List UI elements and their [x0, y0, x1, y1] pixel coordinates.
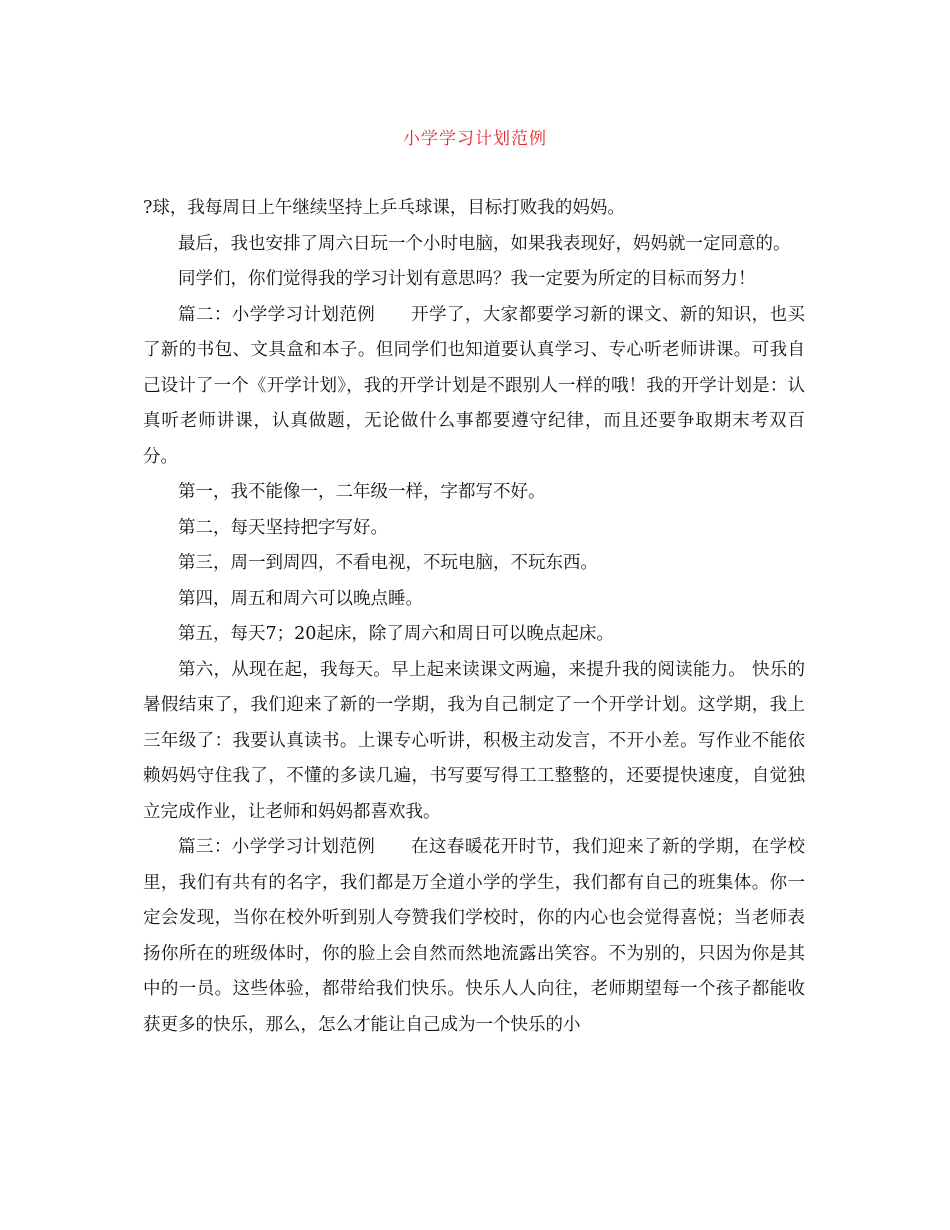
paragraph-6: 第二，每天坚持把字写好。 — [178, 517, 388, 538]
paragraph-7: 第三，周一到周四，不看电视，不玩电脑，不玩东西。 — [178, 553, 598, 573]
paragraph-11: 篇三：小学学习计划范例 在这春暖花开时节，我们迎来了新的学期，在学校里，我们有共有的名字，我们都是万全道小学的学生，我们都有自己的班集体。你一定会发现，当你在校外听到别人夸赞我们学校时，你的内心也会觉得喜悦；当老师表扬你所在的班级体时，你的脸上会自然而然地流露出笑容。不为别的，只因为你是其中的一员。这些体验，都带给我们快乐。快乐人人向往，老师期望每一个孩子都能收获更多的快乐，那么，怎么才能让自己成为一个快乐的小 — [143, 837, 805, 1035]
paragraph-10: 第六，从现在起，我每天。早上起来读课文两遍，来提升我的阅读能力。 快乐的暑假结束了，我们迎来了新的一学期，我为自己制定了一个开学计划。这学期，我上三年级了：我要认真读书。上课专心听讲，积极主动发言，不开小差。写作业不能依赖妈妈守住我了，不懂的多读几遍，书写要写得工工整整的，还要提快速度，自觉独立完成作业，让老师和妈妈都喜欢我。 — [143, 659, 805, 822]
document-title: 小学学习计划范例 — [403, 129, 547, 149]
paragraph-8: 第四，周五和周六可以晚点睡。 — [178, 588, 423, 609]
paragraph-5: 第一，我不能像一，二年级一样，字都写不好。 — [178, 482, 546, 502]
paragraph-9: 第五，每天7；20起床，除了周六和周日可以晚点起床。 — [178, 624, 614, 644]
paragraph-2: 最后，我也安排了周六日玩一个小时电脑，如果我表现好，妈妈就一定同意的。 — [178, 233, 791, 254]
paragraph-4: 篇二：小学学习计划范例 开学了，大家都要学习新的课文、新的知识，也买了新的书包、文具盒和本子。但同学们也知道要认真学习、专心听老师讲课。可我自己设计了一个《开学计划》，我的开学计划是不跟别人一样的哦！我的开学计划是：认真听老师讲课，认真做题，无论做什么事都要遵守纪律，而且还要争取期末考双百分。 — [143, 304, 805, 467]
paragraph-3: 同学们，你们觉得我的学习计划有意思吗？我一定要为所定的目标而努力！ — [178, 269, 756, 289]
paragraph-1: ?球，我每周日上午继续坚持上乒乓球课，目标打败我的妈妈。 — [143, 198, 625, 218]
document-body — [143, 191, 805, 1043]
